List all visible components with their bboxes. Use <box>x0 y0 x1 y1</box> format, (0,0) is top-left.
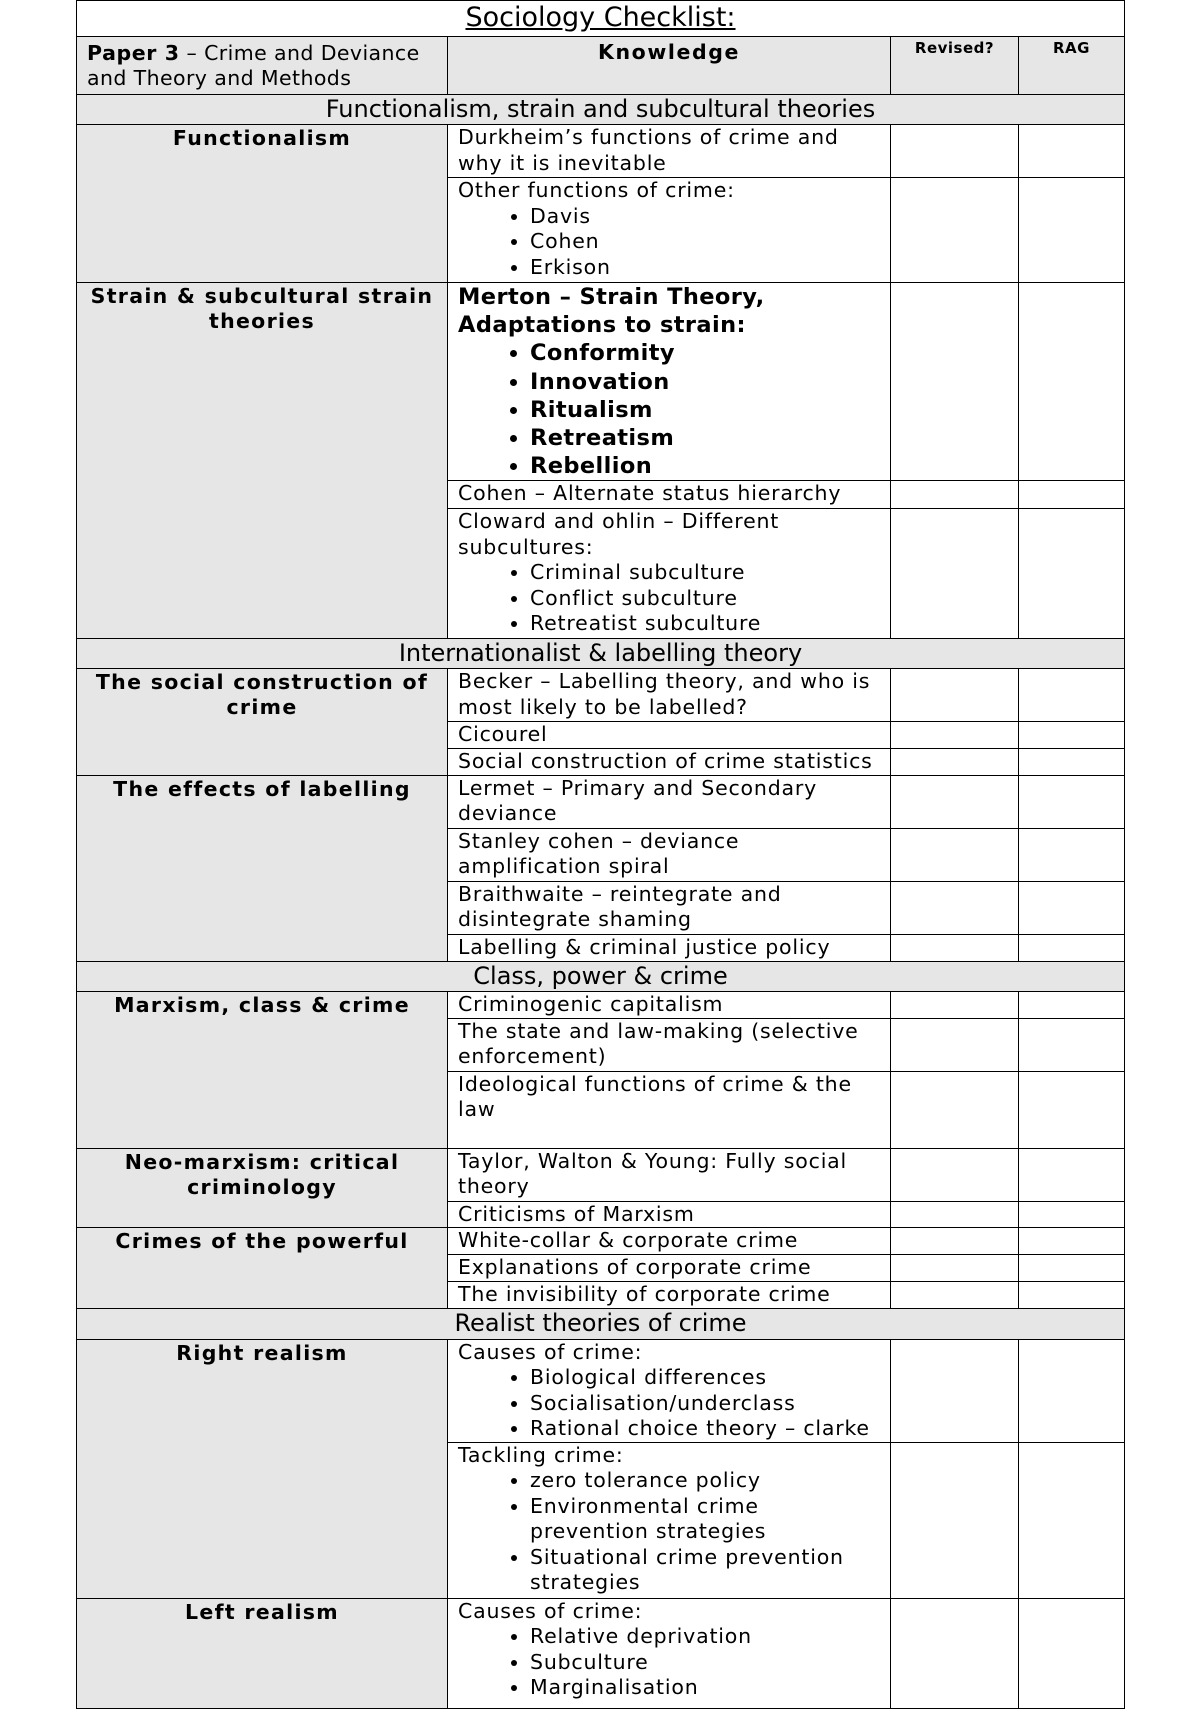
knowledge-item: Criminogenic capitalism <box>448 991 891 1018</box>
knowledge-item: Braithwaite – reintegrate and disintegrate shaming <box>448 881 891 934</box>
knowledge-item: Cohen – Alternate status hierarchy <box>448 481 891 509</box>
bullet-item: • Davis <box>530 204 884 230</box>
rag-cell[interactable] <box>1019 881 1125 934</box>
revised-cell[interactable] <box>891 1255 1019 1282</box>
rag-cell[interactable] <box>1019 1071 1125 1148</box>
bullet-item: • Relative deprivation <box>530 1624 884 1650</box>
knowledge-item <box>448 1598 891 1708</box>
bullet-item: • Criminal subculture <box>530 560 884 586</box>
rag-cell[interactable] <box>1019 509 1125 639</box>
knowledge-item <box>448 1339 891 1442</box>
item-label: Other functions of crime: <box>458 178 735 202</box>
revised-cell[interactable] <box>891 991 1019 1018</box>
sociology-checklist-table <box>76 0 1125 1709</box>
bullet-item: • Conflict subculture <box>530 586 884 612</box>
knowledge-item: White-collar & corporate crime <box>448 1228 891 1255</box>
rag-cell[interactable] <box>1019 991 1125 1018</box>
rag-cell[interactable] <box>1019 481 1125 509</box>
section-heading: Realist theories of crime <box>77 1308 1125 1339</box>
header-row <box>77 37 1125 95</box>
knowledge-item <box>448 509 891 639</box>
header-knowledge: Knowledge <box>448 37 891 95</box>
bullet-item: • Marginalisation <box>530 1675 884 1701</box>
rag-cell[interactable] <box>1019 1339 1125 1442</box>
section-heading: Functionalism, strain and subcultural theories <box>77 95 1125 125</box>
revised-cell[interactable] <box>891 828 1019 881</box>
bullet-item: • Socialisation/underclass <box>530 1391 884 1417</box>
knowledge-item: Taylor, Walton & Young: Fully social theory <box>448 1148 891 1201</box>
revised-cell[interactable] <box>891 1201 1019 1228</box>
topic-right-realism: Right realism <box>77 1339 448 1598</box>
knowledge-item: Social construction of crime statistics <box>448 749 891 776</box>
revised-cell[interactable] <box>891 125 1019 178</box>
header-paper-label: Paper 3 <box>87 41 180 65</box>
header-rag: RAG <box>1019 37 1125 95</box>
revised-cell[interactable] <box>891 1442 1019 1598</box>
revised-cell[interactable] <box>891 722 1019 749</box>
bullet-list <box>458 339 884 480</box>
topic-neo-marxism: Neo-marxism: critical criminology <box>77 1148 448 1228</box>
rag-cell[interactable] <box>1019 775 1125 828</box>
rag-cell[interactable] <box>1019 1255 1125 1282</box>
revised-cell[interactable] <box>891 1228 1019 1255</box>
bullet-item: • Innovation <box>530 368 884 396</box>
header-revised: Revised? <box>891 37 1019 95</box>
revised-cell[interactable] <box>891 749 1019 776</box>
revised-cell[interactable] <box>891 283 1019 481</box>
revised-cell[interactable] <box>891 934 1019 961</box>
rag-cell[interactable] <box>1019 283 1125 481</box>
knowledge-item <box>448 178 891 283</box>
knowledge-item: Explanations of corporate crime <box>448 1255 891 1282</box>
header-topic-cell <box>77 37 448 95</box>
knowledge-item: The invisibility of corporate crime <box>448 1282 891 1309</box>
revised-cell[interactable] <box>891 1282 1019 1309</box>
bullet-item: • Erkison <box>530 255 884 281</box>
rag-cell[interactable] <box>1019 125 1125 178</box>
knowledge-item <box>448 1442 891 1598</box>
revised-cell[interactable] <box>891 1339 1019 1442</box>
bullet-item: • Rational choice theory – clarke <box>530 1416 884 1442</box>
bullet-item: • Situational crime prevention strategies <box>530 1545 884 1596</box>
item-label: Tackling crime: <box>458 1442 624 1467</box>
revised-cell[interactable] <box>891 881 1019 934</box>
rag-cell[interactable] <box>1019 1442 1125 1598</box>
knowledge-item: Stanley cohen – deviance amplification spiral <box>448 828 891 881</box>
rag-cell[interactable] <box>1019 934 1125 961</box>
topic-effects-labelling: The effects of labelling <box>77 775 448 961</box>
header-paper-desc: – Crime and Deviance and Theory and Methods <box>87 41 420 90</box>
knowledge-item: Durkheim’s functions of crime and why it is inevitable <box>448 125 891 178</box>
bullet-list <box>458 1468 884 1596</box>
revised-cell[interactable] <box>891 669 1019 722</box>
rag-cell[interactable] <box>1019 1598 1125 1708</box>
bullet-item: • Rebellion <box>530 452 884 480</box>
rag-cell[interactable] <box>1019 1282 1125 1309</box>
item-label: Cloward and ohlin – Different subcultures: <box>458 509 780 559</box>
section-heading: Class, power & crime <box>77 961 1125 991</box>
knowledge-item: Ideological functions of crime & the law <box>448 1071 891 1148</box>
bullet-item: • Retreatism <box>530 424 884 452</box>
topic-strain: Strain & subcultural strain theories <box>77 283 448 639</box>
topic-functionalism: Functionalism <box>77 125 448 283</box>
rag-cell[interactable] <box>1019 828 1125 881</box>
bullet-item: • Cohen <box>530 229 884 255</box>
bullet-item: • Ritualism <box>530 396 884 424</box>
revised-cell[interactable] <box>891 1598 1019 1708</box>
rag-cell[interactable] <box>1019 1018 1125 1071</box>
topic-marxism: Marxism, class & crime <box>77 991 448 1148</box>
topic-social-construction: The social construction of crime <box>77 669 448 776</box>
bullet-list <box>458 1624 884 1701</box>
bullet-item: • Subculture <box>530 1650 884 1676</box>
bullet-list <box>458 1365 884 1442</box>
item-label: Causes of crime: <box>458 1598 643 1623</box>
knowledge-item: Criticisms of Marxism <box>448 1201 891 1228</box>
rag-cell[interactable] <box>1019 1201 1125 1228</box>
revised-cell[interactable] <box>891 178 1019 283</box>
revised-cell[interactable] <box>891 1018 1019 1071</box>
knowledge-item: Becker – Labelling theory, and who is most likely to be labelled? <box>448 669 891 722</box>
revised-cell[interactable] <box>891 775 1019 828</box>
bullet-list <box>458 560 884 637</box>
revised-cell[interactable] <box>891 481 1019 509</box>
rag-cell[interactable] <box>1019 1148 1125 1201</box>
revised-cell[interactable] <box>891 509 1019 639</box>
revised-cell[interactable] <box>891 1148 1019 1201</box>
revised-cell[interactable] <box>891 1071 1019 1148</box>
item-label: Merton – Strain Theory, Adaptations to strain: <box>458 284 765 339</box>
rag-cell[interactable] <box>1019 749 1125 776</box>
knowledge-item: The state and law-making (selective enforcement) <box>448 1018 891 1071</box>
bullet-item: • Biological differences <box>530 1365 884 1391</box>
bullet-item: • zero tolerance policy <box>530 1468 884 1494</box>
page-title: Sociology Checklist: <box>77 1 1125 37</box>
knowledge-item: Cicourel <box>448 722 891 749</box>
knowledge-item: Lermet – Primary and Secondary deviance <box>448 775 891 828</box>
rag-cell[interactable] <box>1019 1228 1125 1255</box>
bullet-item: • Conformity <box>530 339 884 367</box>
knowledge-item <box>448 283 891 481</box>
rag-cell[interactable] <box>1019 669 1125 722</box>
topic-left-realism: Left realism <box>77 1598 448 1708</box>
knowledge-item: Labelling & criminal justice policy <box>448 934 891 961</box>
topic-powerful: Crimes of the powerful <box>77 1228 448 1309</box>
section-heading: Internationalist & labelling theory <box>77 639 1125 669</box>
bullet-item: • Retreatist subculture <box>530 611 884 637</box>
bullet-item: • Environmental crime prevention strategies <box>530 1494 884 1545</box>
rag-cell[interactable] <box>1019 722 1125 749</box>
rag-cell[interactable] <box>1019 178 1125 283</box>
item-label: Causes of crime: <box>458 1339 643 1364</box>
bullet-list <box>458 204 884 281</box>
